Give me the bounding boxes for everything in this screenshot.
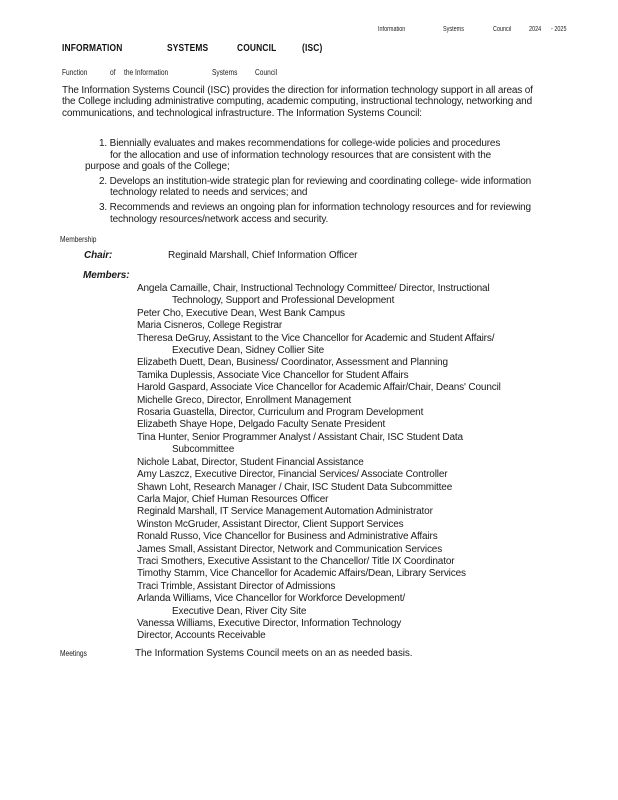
duties-list <box>0 138 618 225</box>
member-line: Maria Cisneros, College Registrar <box>137 320 283 332</box>
members-label-row <box>0 270 618 283</box>
member-line: Peter Cho, Executive Dean, West Bank Campus <box>137 307 345 319</box>
member-line: Angela Camaille, Chair, Instructional Technology Committee/ Director, Instructional <box>137 283 490 294</box>
member-line: Tina Hunter, Senior Programmer Analyst / Assistant Chair, ISC Student Data <box>137 431 463 443</box>
function-heading-word: Council <box>255 67 278 77</box>
duty-line: 1. Biennially evaluates and makes recommendations for college-wide policies and procedures <box>99 138 501 149</box>
member-line: Theresa DeGruy, Assistant to the Vice Chancellor for Academic and Student Affairs/ <box>137 332 495 344</box>
membership-heading-label: Membership <box>60 234 97 244</box>
function-heading-word: Function <box>62 67 88 77</box>
member-line: Reginald Marshall, IT Service Management Automation Administrator <box>137 506 433 518</box>
intro-line: the College including administrative computing, academic computing, instructional technology, networking and <box>62 96 532 108</box>
intro-paragraph <box>0 85 618 119</box>
members-label: Members: <box>83 270 130 281</box>
meetings-text: The Information Systems Council meets on an as needed basis. <box>135 648 413 659</box>
running-header <box>0 26 618 36</box>
member-line: Elizabeth Shaye Hope, Delgado Faculty Senate President <box>137 419 386 431</box>
member-line: Winston McGruder, Assistant Director, Client Support Services <box>137 518 404 530</box>
running-header-word: Information <box>378 26 406 33</box>
member-line: Technology, Support and Professional Development <box>172 295 395 307</box>
member-line: Director, Accounts Receivable <box>137 630 266 642</box>
duty-line: technology related to needs and services; and <box>110 187 308 199</box>
member-line: Tamika Duplessis, Associate Vice Chancellor for Student Affairs <box>137 369 409 381</box>
duty-line: 2. Develops an institution-wide strategic plan for reviewing and coordinating college- wide information <box>99 175 532 187</box>
duty-line: for the allocation and use of information technology resources that are consistent with the <box>110 149 492 161</box>
meetings-row <box>0 648 618 661</box>
member-line: Amy Laszcz, Executive Director, Financial Services/ Associate Controller <box>137 469 448 481</box>
duty-line: 3. Recommends and reviews an ongoing plan for information technology resources and for reviewing <box>99 201 531 213</box>
chair-value: Reginald Marshall, Chief Information Officer <box>168 250 358 261</box>
page-title-word: (ISC) <box>302 43 323 54</box>
page-title-word: INFORMATION <box>62 43 123 54</box>
chair-label: Chair: <box>84 250 113 261</box>
member-line: Arlanda Williams, Vice Chancellor for Workforce Development/ <box>137 593 405 605</box>
member-line: Subcommittee <box>172 444 235 456</box>
membership-heading <box>60 229 107 247</box>
member-line: Elizabeth Duett, Dean, Business/ Coordinator, Assessment and Planning <box>137 357 448 369</box>
member-line: Rosaria Guastella, Director, Curriculum and Program Development <box>137 407 424 419</box>
running-header-word: 2024 <box>529 26 542 33</box>
member-line: Timothy Stamm, Vice Chancellor for Academic Affairs/Dean, Library Services <box>137 568 466 580</box>
member-line: Traci Trimble, Assistant Director of Admissions <box>137 580 336 592</box>
member-line: James Small, Assistant Director, Network and Communication Services <box>137 543 443 555</box>
member-line: Carla Major, Chief Human Resources Officer <box>137 493 329 505</box>
member-line: Michelle Greco, Director, Enrollment Management <box>137 394 352 406</box>
function-heading-word: Systems <box>212 67 238 77</box>
duty-line: technology resources/network access and security. <box>110 213 329 225</box>
running-header-word: Systems <box>443 26 464 33</box>
intro-line: communications, and technological infrastructure. The Information Systems Council: <box>62 107 422 119</box>
duty-line: purpose and goals of the College; <box>85 161 230 173</box>
member-line: Vanessa Williams, Executive Director, Information Technology <box>137 617 402 629</box>
intro-line: The Information Systems Council (ISC) provides the direction for information technology support in all areas of <box>62 85 533 96</box>
chair-row <box>0 250 618 263</box>
member-line: Ronald Russo, Vice Chancellor for Business and Administrative Affairs <box>137 531 438 543</box>
members-list <box>0 283 618 643</box>
running-header-word: - 2025 <box>551 26 567 33</box>
member-line: Executive Dean, River City Site <box>172 605 307 617</box>
page-title <box>0 43 618 57</box>
member-line: Executive Dean, Sidney Collier Site <box>172 345 325 357</box>
meetings-label: Meetings <box>60 648 87 658</box>
running-header-word: Council <box>493 26 512 33</box>
function-heading <box>0 67 618 78</box>
page-title-word: SYSTEMS <box>167 43 209 54</box>
function-heading-word: the Information <box>124 67 169 77</box>
member-line: Harold Gaspard, Associate Vice Chancellor for Academic Affair/Chair, Deans' Council <box>137 382 501 394</box>
member-line: Nichole Labat, Director, Student Financial Assistance <box>137 456 364 468</box>
page-title-word: COUNCIL <box>237 43 277 54</box>
member-line: Shawn Loht, Research Manager / Chair, ISC Student Data Subcommittee <box>137 481 453 493</box>
member-line: Traci Smothers, Executive Assistant to the Chancellor/ Title IX Coordinator <box>137 555 455 567</box>
function-heading-word: of <box>110 67 116 77</box>
